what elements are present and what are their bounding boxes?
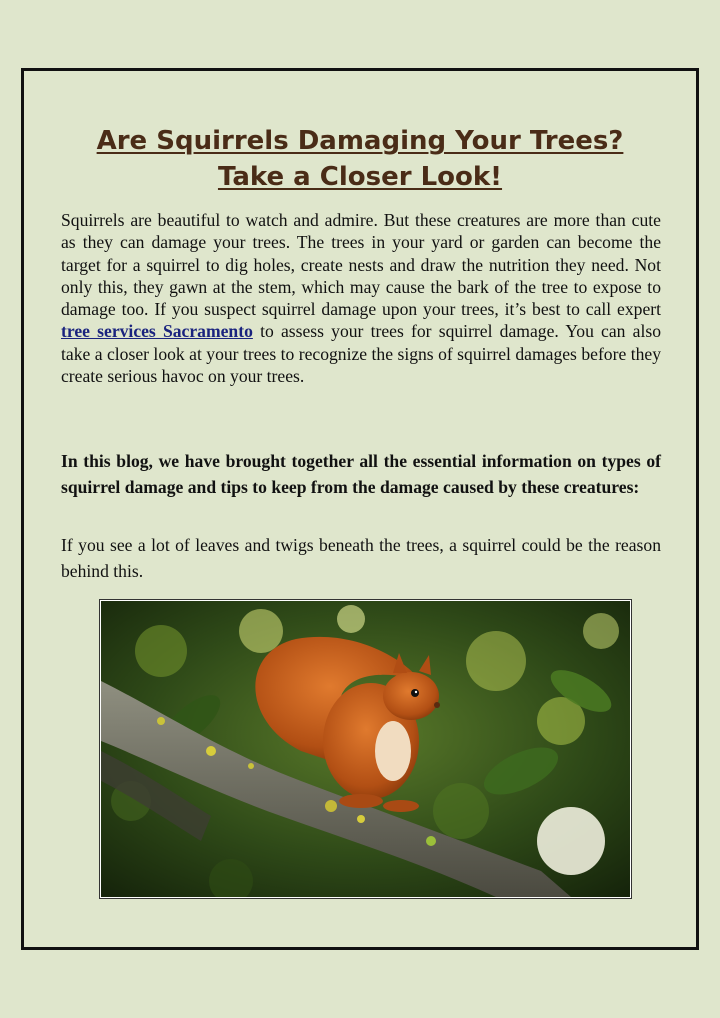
intro-text-before-link: Squirrels are beautiful to watch and admire. But these creatures are more than cute as they can damage your trees. The trees in your yard or garden can become the target for a squirrel to dig holes, create nests and draw the nutrition they need. Not only this, they gawn at the stem, which may cause the bark of the tree to expose to damage too. If you suspect squirrel damage upon your trees, it’s best to call expert bbox=[61, 210, 661, 320]
page-frame bbox=[21, 68, 699, 950]
page-title bbox=[24, 123, 696, 195]
leaves-paragraph: If you see a lot of leaves and twigs beneath the trees, a squirrel could be the reason behind this. bbox=[61, 535, 661, 581]
summary-paragraph: In this blog, we have brought together all the essential information on types of squirrel damage and tips to keep from the damage caused by these creatures: bbox=[61, 451, 661, 497]
squirrel-photo-illustration bbox=[101, 601, 630, 897]
title-line-1: Are Squirrels Damaging Your Trees? bbox=[96, 126, 624, 156]
tree-services-link[interactable]: tree services Sacramento bbox=[61, 321, 253, 342]
title-line-2: Take a Closer Look! bbox=[217, 162, 503, 192]
squirrel-photo bbox=[99, 599, 632, 899]
intro-paragraph bbox=[61, 209, 661, 387]
intro-text-after-link: to assess your trees for squirrel damage. You can also take a closer look at your trees to recognize the signs of squirrel damages before they create serious havoc on your trees. bbox=[61, 321, 662, 387]
